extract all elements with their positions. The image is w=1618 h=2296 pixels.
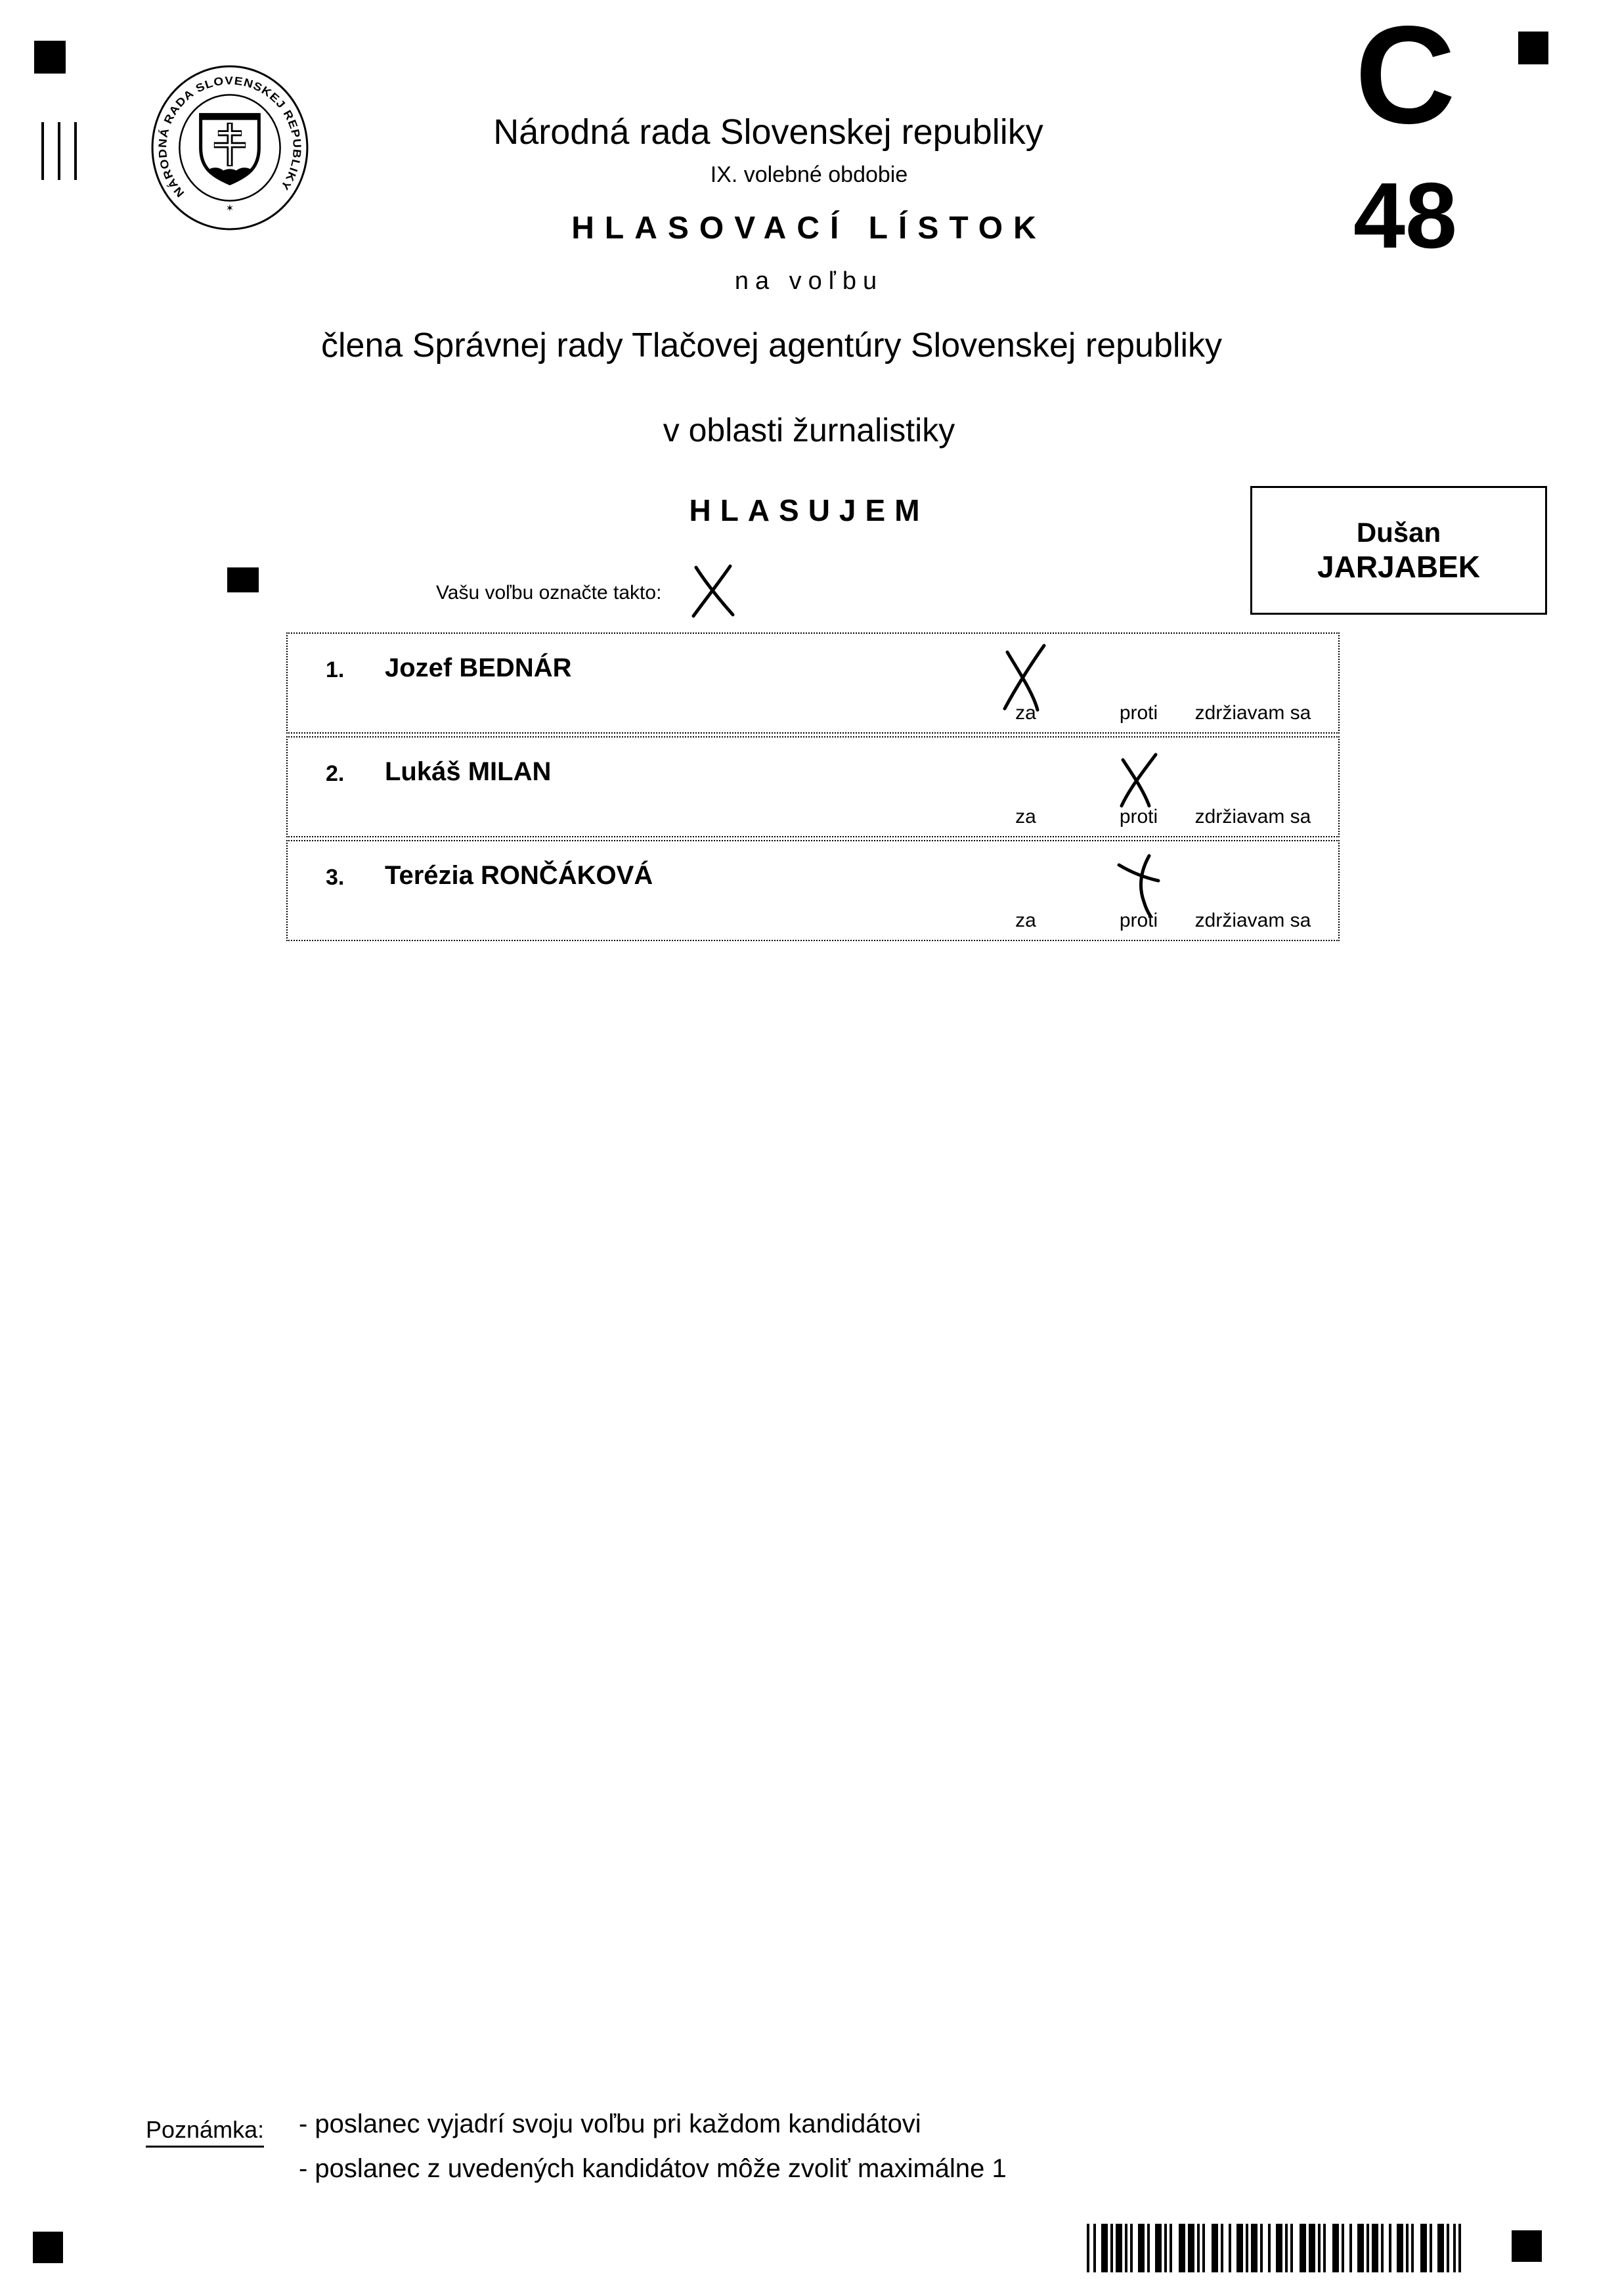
- candidate-name: Terézia RONČÁKOVÁ: [385, 861, 653, 890]
- candidate-row: [286, 632, 1340, 734]
- note-line: - poslanec vyjadrí svoju voľbu pri každom kandidátovi: [299, 2109, 921, 2138]
- note-label: Poznámka:: [146, 2116, 264, 2148]
- election-term: IX. volebné obdobie: [710, 162, 908, 187]
- note-line: - poslanec z uvedených kandidátov môže zvoliť maximálne 1: [299, 2154, 1007, 2183]
- org-title: Národná rada Slovenskej republiky: [493, 112, 1043, 152]
- candidate-number: 2.: [326, 761, 345, 786]
- vote-intro: na voľbu: [734, 267, 884, 295]
- vote-option-zdrziavam-sa: zdržiavam sa: [1194, 702, 1311, 724]
- voter-last-name: JARJABEK: [1317, 549, 1480, 584]
- vote-option-proti: proti: [1119, 806, 1158, 828]
- vote-option-zdrziavam-sa: zdržiavam sa: [1194, 806, 1311, 828]
- ballot-number: 48: [1353, 164, 1457, 268]
- ballot-title: HLASOVACÍ LÍSTOK: [571, 211, 1047, 246]
- position-title: člena Správnej rady Tlačovej agentúry Slovenskej republiky: [320, 326, 1222, 364]
- ballot-series-letter: C: [1355, 0, 1456, 152]
- seal-text: NÁRODNÁ RADA SLOVENSKEJ REPUBLIKY: [155, 74, 304, 200]
- vote-option-proti: proti: [1119, 910, 1158, 931]
- voter-name-box: [1250, 486, 1547, 615]
- candidate-row: [286, 840, 1340, 941]
- seal-star-icon: ✶: [225, 202, 234, 214]
- registration-square-bottom-right: [1512, 2230, 1542, 2262]
- vote-option-za: za: [1015, 702, 1036, 724]
- vote-option-proti: proti: [1119, 702, 1158, 724]
- mark-instruction: Vašu voľbu označte takto:: [436, 582, 662, 604]
- vote-option-zdrziavam-sa: zdržiavam sa: [1194, 910, 1311, 931]
- candidate-number: 1.: [326, 657, 345, 682]
- vote-option-za: za: [1015, 910, 1036, 931]
- candidate-row: [286, 736, 1340, 837]
- candidate-name: Jozef BEDNÁR: [385, 653, 572, 682]
- vote-option-za: za: [1015, 806, 1036, 828]
- registration-square-mid-left: [227, 567, 259, 592]
- registration-square-bottom-left: [33, 2232, 63, 2263]
- candidate-number: 3.: [326, 865, 345, 890]
- registration-square-top-left: [34, 41, 66, 74]
- sample-x-mark-icon: [684, 562, 737, 619]
- field-title: v oblasti žurnalistiky: [663, 412, 955, 449]
- registration-square-top-right: [1518, 32, 1548, 64]
- voter-first-name: Dušan: [1356, 517, 1441, 548]
- vote-heading: HLASUJEM: [689, 493, 929, 527]
- candidate-name: Lukáš MILAN: [385, 757, 552, 786]
- barcode: [1087, 2224, 1461, 2272]
